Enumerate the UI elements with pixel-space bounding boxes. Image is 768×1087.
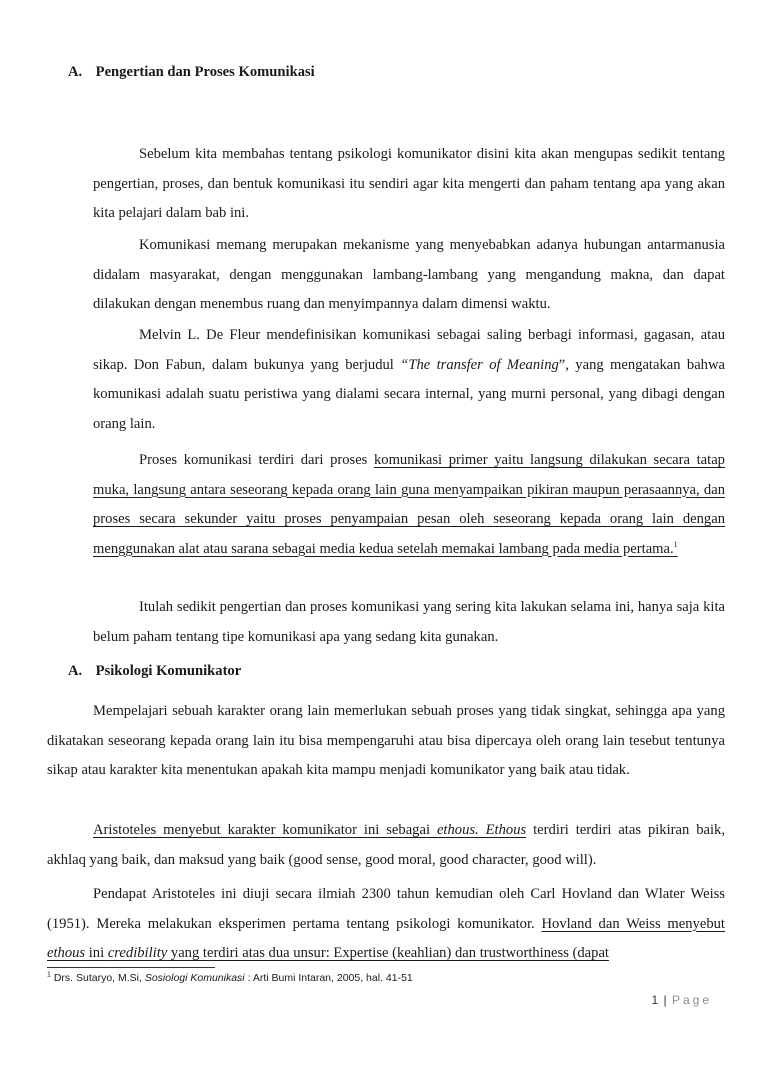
footnote: $^1$ Drs. Sutaryo, M.Si, Sosiologi Komunikasi : Arti Bumi Intaran, 2005, hal. 41-51: [47, 971, 413, 984]
heading-title: Pengertian dan Proses Komunikasi: [95, 64, 315, 80]
heading-number: A.: [68, 663, 83, 679]
underlined-aristoteles: Aristoteles menyebut karakter komunikator ini sebagai ethous. Ethous: [93, 822, 527, 838]
heading-title: Psikologi Komunikator: [95, 663, 242, 679]
paragraph-karakter: Mempelajari sebuah karakter orang lain memerlukan sebuah proses yang tidak singkat, sehingga apa yang dikatakan seseorang kepada orang lain itu bisa mempengaruhi atau bisa dipercaya oleh orang lain tesebut tentunya sikap atau karakter kita menentukan apakah kita mampu menjadi komunikator yang baik atau tidak.: [47, 703, 725, 778]
footnote-book-title: Sosiologi Komunikasi: [144, 972, 245, 984]
underlined-hovland: Hovland dan Weiss menyebut: [541, 915, 725, 932]
heading-number: A.: [68, 64, 83, 80]
paragraph-de-fleur: Melvin L. De Fleur mendefinisikan komunikasi sebagai saling berbagi informasi, gagasan, atau sikap. Don Fabun, dalam bukunya yang berjudul “The transfer of Meaning”, yang mengatakan bahwa komunikasi adalah suatu peristiwa yang dialami secara internal, yang murni personal, yang dibagi dengan orang lain.: [93, 327, 725, 432]
paragraph-summary: Itulah sedikit pengertian dan proses komunikasi yang sering kita lakukan selama ini, hanya saja kita belum paham tentang tipe komunikasi apa yang sedang kita gunakan.: [93, 599, 725, 645]
page-number: 1: [651, 993, 660, 1007]
underlined-definition: komunikasi primer yaitu langsung dilakukan secara tatap muka, langsung antara seseorang kepada orang lain guna menyampaikan pikiran maupun perasaannya, dan proses secara sekunder yaitu proses penyampaian pesan oleh seseorang kepada orang lain dengan menggunakan alat atau sarana sebagai media kedua setelah memakai lambang pada media pertama.$^1$: [93, 452, 725, 557]
section-heading-pengertian: [68, 64, 315, 81]
footnote-divider: [47, 967, 215, 968]
paragraph-intro: Sebelum kita membahas tentang psikologi komunikator disini kita akan mengupas sedikit tentang pengertian, proses, dan bentuk komunikasi itu sendiri agar kita mengerti dan paham tentang apa yang akan kita pelajari dalam bab ini.: [93, 146, 725, 221]
paragraph-proses-komunikasi: Proses komunikasi terdiri dari proses komunikasi primer yaitu langsung dilakukan secara tatap muka, langsung antara seseorang kepada orang lain guna menyampaikan pikiran maupun perasaannya, dan proses secara sekunder yaitu proses penyampaian pesan oleh seseorang kepada orang lain dengan menggunakan alat atau sarana sebagai media kedua setelah memakai lambang pada media pertama.$^1$: [93, 452, 725, 557]
section-heading-psikologi: [68, 663, 241, 680]
book-title-italic: “The transfer of Meaning: [400, 356, 559, 373]
footnote-reference: 1: [673, 539, 678, 549]
page-label: Page: [671, 993, 712, 1007]
paragraph-aristoteles: Aristoteles menyebut karakter komunikator ini sebagai ethous. Ethous terdiri terdiri atas pikiran baik, akhlaq yang baik, dan maksud yang baik (good sense, good moral, good character, good will).: [47, 822, 725, 868]
page-separator: |: [663, 993, 668, 1007]
paragraph-komunikasi-definition: Komunikasi memang merupakan mekanisme yang menyebabkan adanya hubungan antarmanusia didalam masyarakat, dengan menggunakan lambang-lambang yang mengandung makna, dan dapat dilakukan dengan menembus ruang dan menyimpannya dalam dimensi waktu.: [93, 237, 725, 312]
page-number-footer: [651, 993, 712, 1007]
footnote-marker: 1: [47, 971, 51, 979]
paragraph-hovland: Pendapat Aristoteles ini diuji secara ilmiah 2300 tahun kemudian oleh Carl Hovland dan Wlater Weiss (1951). Mereka melakukan eksperimen pertama tentang psikologi komunikator. Hovland dan Weiss menyebut ethous ini credibility yang terdiri atas dua unsur: Expertise (keahlian) dan trustworthiness (dapat: [47, 886, 725, 961]
